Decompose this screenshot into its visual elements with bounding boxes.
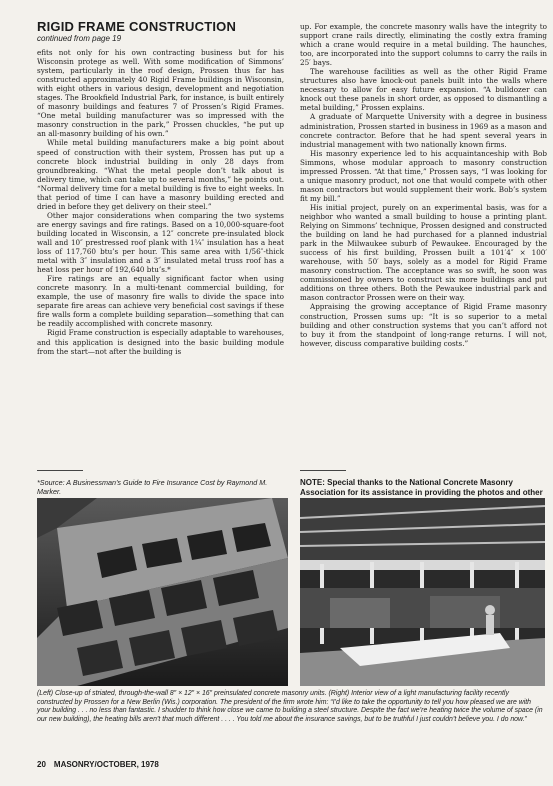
page-number: 20 [37,760,46,769]
paragraph: His masonry experience led to his acquaintanceship with Bob Simmons, whose modular approach to masonry construction impressed Prossen. “At that time,” Prossen says, “I was looking for a unique masonry product, not one that would compete with other mason contractors but would supplement their work. Bob’s system fit my bill.” [300,148,547,203]
paragraph: up. For example, the concrete masonry walls have the integrity to support crane rails directly, eliminating the costly extra framing which a crane would require in a metal building. The haunches, too, are incorporated into the support columns to carry the rails in 25′ bays. [300,22,547,68]
article-title: RIGID FRAME CONSTRUCTION [37,19,237,34]
article-header [37,20,297,44]
continued-note: continued from page 19 [37,34,122,43]
facility-interior-image [300,498,545,686]
paragraph: Rigid Frame construction is especially adaptable to warehouses, and this application is designed into the basic building module from the start—not after the building is [37,328,284,356]
paragraph: His initial project, purely on an experimental basis, was for a neighbor who wanted a small building to house a printing plant. Relying on Simmons’ technique, Prossen designed and constructed the building on land he had purchased for a planned industrial park in the Milwaukee suburb of Pewaukee. Encouraged by the success of his first building, Prossen built a 101′4″ × 100′ warehouse, with 50′ bays, solely as a model for Rigid Frame masonry construction. The acceptance was so swift, he soon was commissioned by owners to construct six more buildings and put additions on three others. Both the Pewaukee industrial park and mason contractor Prossen were on their way. [300,202,547,303]
paragraph: While metal building manufacturers make a big point about speed of construction with their system, Prossen has put up a concrete block industrial building in only 28 days from groundbreaking. “What the metal people don’t talk about is delivery time, which can take up to several months,” he points out. “Normal delivery time for a metal building is five to eight weeks. In that period of time I can have a masonry building erected and dried in before they get delivery on their steel.” [37,138,284,211]
paragraph: Fire ratings are an equally significant factor when using concrete masonry. In a multi-tenant commercial building, for example, the use of masonry fire walls to divide the space into separate fire areas can achieve very beneficial cost savings if these fire walls form a complete building separation—something that can be readily accomplished with concrete masonry. [37,274,284,329]
page-footer [37,760,167,769]
footnote-rule [37,470,83,471]
paragraph: The warehouse facilities as well as the other Rigid Frame structures also have knock-out panels built into the walls where necessary to allow for easy future expansion. “A bulldozer can knock out these panels in short order, as opposed to dismantling a metal building,” Prossen explains. [300,67,547,113]
photo-caption: (Left) Close-up of striated, through-the-wall 8″ × 12″ × 16″ preinsulated concrete masonry units. (Right) Interior view of a light manufacturing facility recently constructed by Prossen for a New Berlin (Wis.) corporation. The president of the firm wrote him: “I’d like to take the opportunity to tell you how pleased we are with your building . . . no less than fantastic. I shudder to think how close we came to building a steel structure. Despite the fact we’re heating twice the volume of space (in our new building), the heating bills aren’t that much different . . . . You told me about the insurance savings, but to be truthful I just couldn’t believe you. I do now.” [37,690,543,723]
facility-interior-photo [300,498,545,686]
editor-note: NOTE: Special thanks to the National Concrete Masonry Association for its assistance in providing the photos and other [300,478,543,497]
footnote: *Source: A Businessman’s Guide to Fire Insurance Cost by Raymond M. Marker. [37,478,268,496]
paragraph: Appraising the growing acceptance of Rigid Frame masonry construction, Prossen sums up: “It is so superior to a metal building and other construction systems that you can’t afford not to buy it from the standpoint of long-range returns. I will not, however, discuss comparative building costs.” [300,302,547,348]
issue-label: MASONRY/OCTOBER, 1978 [53,760,159,769]
paragraph: efits not only for his own contracting business but for his Wisconsin protege as well. With some modification of Simmons’ system, particularly in the roof design, Prossen thus far has constructed approximately 40 Rigid Frame buildings in Wisconsin, with eight others in various design, development and negotiation stages. The Brookfield Industrial Park, for instance, is built entirely of masonry buildings and features 7 of Prossen’s Rigid Frames. “One metal building manufacturer was so impressed with the masonry construction in the park,” Prossen chuckles, “he put up an all-masonry building of his own.” [37,48,284,139]
left-column [37,48,284,356]
masonry-units-photo [37,498,288,686]
paragraph: A graduate of Marquette University with a degree in business administration, Prossen started in business in 1969 as a mason and concrete contractor. Before that he had spent several years in industrial management with two nationally known firms. [300,112,547,149]
right-column [300,22,547,348]
note-rule [300,470,346,471]
masonry-units-image [37,498,288,686]
paragraph: Other major considerations when comparing the two systems are energy savings and fire ratings. Based on a 10,000-square-foot building located in Wisconsin, a 12″ concrete pre-insulated block wall and 10″ prestressed roof plank with 1¼″ insulation has a heat loss of 117,760 btu’s per hour. This same area with 1/56″-thick metal with 3″ insulation and a 3″ insulated metal truss roof has a heat loss per hour of 192,640 btu’s.* [37,210,284,275]
